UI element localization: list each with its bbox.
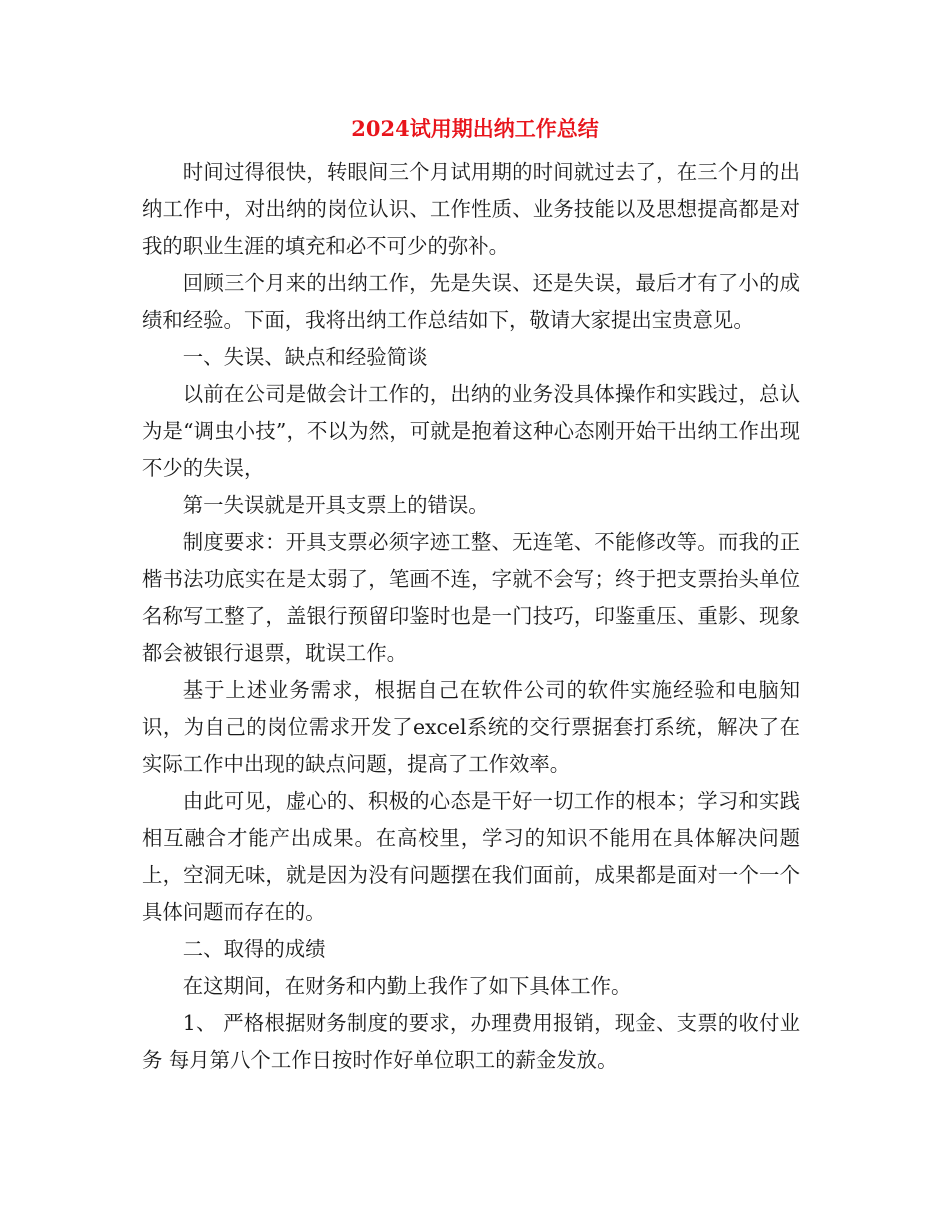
paragraph-past-experience: 以前在公司是做会计工作的，出纳的业务没具体操作和实践过，总认为是“调虫小技”，不以为然，可就是抱着这种心态刚开始干出纳工作出现不少的失误，: [142, 382, 800, 480]
document-title: 2024试用期出纳工作总结: [351, 116, 599, 141]
document-body: [142, 154, 800, 1079]
list-item-1: 1、 严格根据财务制度的要求，办理费用报销，现金、支票的收付业务 每月第八个工作日按时作好单位职工的薪金发放。: [142, 1011, 800, 1072]
paragraph-excel-system: 基于上述业务需求，根据自己在软件公司的软件实施经验和电脑知识，为自己的岗位需求开发了excel系统的交行票据套打系统，解决了在实际工作中出现的缺点问题，提高了工作效率。: [142, 678, 800, 776]
paragraph-review: 回顾三个月来的出纳工作，先是失误、还是失误，最后才有了小的成绩和经验。下面，我将出纳工作总结如下，敬请大家提出宝贵意见。: [142, 271, 800, 332]
paragraph-regulations: 制度要求：开具支票必须字迹工整、无连笔、不能修改等。而我的正楷书法功底实在是太弱了，笔画不连，字就不会写；终于把支票抬头单位名称写工整了，盖银行预留印鉴时也是一门技巧，印鉴重压、重影、现象都会被银行退票，耽误工作。: [142, 530, 800, 665]
paragraph-intro: 时间过得很快，转眼间三个月试用期的时间就过去了，在三个月的出纳工作中，对出纳的岗位认识、工作性质、业务技能以及思想提高都是对我的职业生涯的填充和必不可少的弥补。: [142, 160, 800, 258]
paragraph-conclusion: 由此可见，虚心的、积极的心态是干好一切工作的根本；学习和实践相互融合才能产出成果。在高校里，学习的知识不能用在具体解决问题上，空洞无味，就是因为没有问题摆在我们面前，成果都是面对一个一个具体问题而存在的。: [142, 789, 800, 924]
section-heading-achievements: 二、取得的成绩: [182, 937, 326, 961]
paragraph-work-intro: 在这期间，在财务和内勤上我作了如下具体工作。: [182, 974, 632, 998]
section-heading-mistakes: 一、失误、缺点和经验简谈: [182, 345, 428, 369]
paragraph-first-mistake: 第一失误就是开具支票上的错误。: [182, 493, 489, 517]
